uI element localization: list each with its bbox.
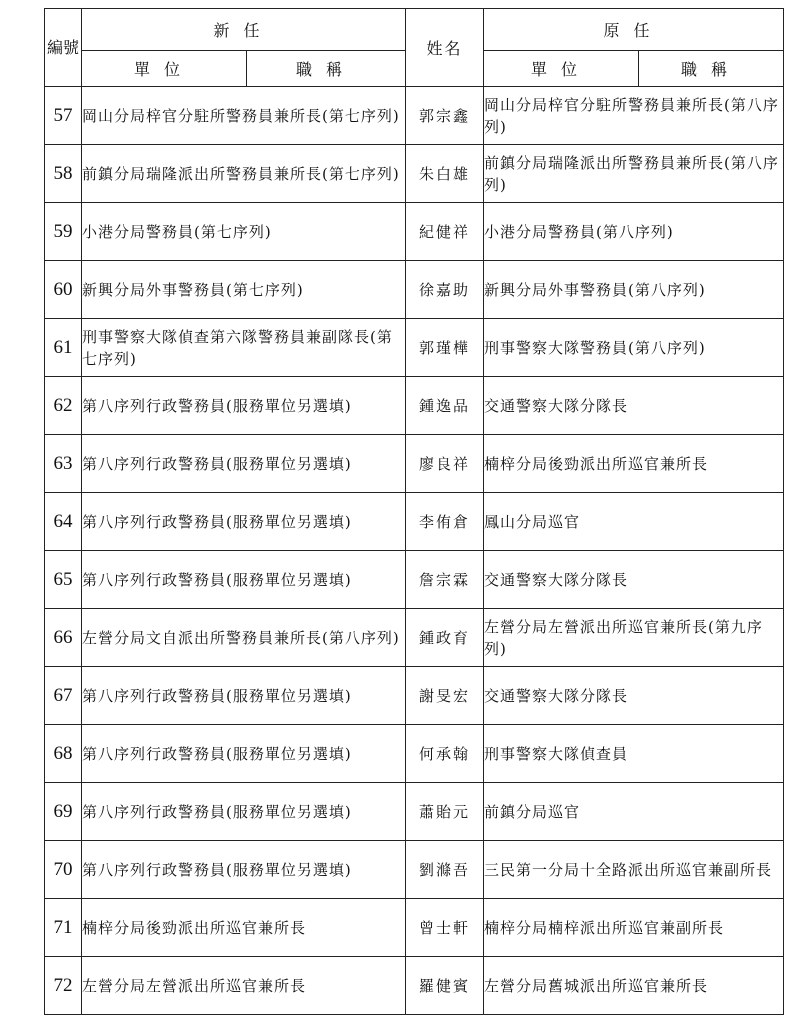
old-post-cell: 交通警察大隊分隊長 bbox=[484, 551, 784, 609]
personnel-table bbox=[44, 8, 784, 1015]
new-post-cell: 第八序列行政警務員(服務單位另選填) bbox=[82, 435, 406, 493]
row-number: 61 bbox=[45, 319, 82, 377]
table-row bbox=[45, 261, 784, 319]
new-unit-header: 單位 bbox=[82, 51, 247, 87]
table-row bbox=[45, 609, 784, 667]
old-post-cell: 左營分局舊城派出所巡官兼所長 bbox=[484, 957, 784, 1015]
table-row bbox=[45, 667, 784, 725]
person-name: 謝旻宏 bbox=[406, 667, 484, 725]
col-name-header: 姓名 bbox=[406, 9, 484, 87]
old-post-cell: 交通警察大隊分隊長 bbox=[484, 377, 784, 435]
col-new-post-header: 新任 bbox=[82, 9, 406, 51]
person-name: 何承翰 bbox=[406, 725, 484, 783]
person-name: 李侑倉 bbox=[406, 493, 484, 551]
table-row bbox=[45, 899, 784, 957]
table-row bbox=[45, 435, 784, 493]
new-post-cell: 第八序列行政警務員(服務單位另選填) bbox=[82, 783, 406, 841]
table-body bbox=[45, 87, 784, 1015]
row-number: 68 bbox=[45, 725, 82, 783]
row-number: 59 bbox=[45, 203, 82, 261]
old-post-cell: 楠梓分局楠梓派出所巡官兼副所長 bbox=[484, 899, 784, 957]
person-name: 詹宗霖 bbox=[406, 551, 484, 609]
table-row bbox=[45, 493, 784, 551]
new-post-cell: 第八序列行政警務員(服務單位另選填) bbox=[82, 667, 406, 725]
person-name: 紀健祥 bbox=[406, 203, 484, 261]
col-old-post-header: 原任 bbox=[484, 9, 784, 51]
row-number: 62 bbox=[45, 377, 82, 435]
row-number: 72 bbox=[45, 957, 82, 1015]
table-row bbox=[45, 319, 784, 377]
person-name: 鍾逸品 bbox=[406, 377, 484, 435]
old-post-cell: 前鎮分局瑞隆派出所警務員兼所長(第八序列) bbox=[484, 145, 784, 203]
row-number: 65 bbox=[45, 551, 82, 609]
old-post-cell: 交通警察大隊分隊長 bbox=[484, 667, 784, 725]
table-row bbox=[45, 377, 784, 435]
new-post-cell: 第八序列行政警務員(服務單位另選填) bbox=[82, 725, 406, 783]
col-number-header: 編號 bbox=[45, 9, 82, 87]
old-post-cell: 左營分局左營派出所巡官兼所長(第九序列) bbox=[484, 609, 784, 667]
row-number: 58 bbox=[45, 145, 82, 203]
old-post-cell: 前鎮分局巡官 bbox=[484, 783, 784, 841]
old-post-cell: 三民第一分局十全路派出所巡官兼副所長 bbox=[484, 841, 784, 899]
old-post-cell: 新興分局外事警務員(第八序列) bbox=[484, 261, 784, 319]
old-post-cell: 岡山分局梓官分駐所警務員兼所長(第八序列) bbox=[484, 87, 784, 145]
old-post-cell: 楠梓分局後勁派出所巡官兼所長 bbox=[484, 435, 784, 493]
new-post-cell: 前鎮分局瑞隆派出所警務員兼所長(第七序列) bbox=[82, 145, 406, 203]
row-number: 69 bbox=[45, 783, 82, 841]
old-post-cell: 刑事警察大隊警務員(第八序列) bbox=[484, 319, 784, 377]
old-post-cell: 小港分局警務員(第八序列) bbox=[484, 203, 784, 261]
header-row-top bbox=[45, 9, 784, 51]
person-name: 廖良祥 bbox=[406, 435, 484, 493]
table-row bbox=[45, 783, 784, 841]
new-post-cell: 楠梓分局後勁派出所巡官兼所長 bbox=[82, 899, 406, 957]
old-unit-header: 單位 bbox=[484, 51, 639, 87]
old-post-cell: 鳳山分局巡官 bbox=[484, 493, 784, 551]
new-post-cell: 刑事警察大隊偵查第六隊警務員兼副隊長(第七序列) bbox=[82, 319, 406, 377]
old-title-header: 職稱 bbox=[639, 51, 784, 87]
person-name: 徐嘉助 bbox=[406, 261, 484, 319]
new-post-cell: 左營分局文自派出所警務員兼所長(第八序列) bbox=[82, 609, 406, 667]
table-row bbox=[45, 87, 784, 145]
new-post-cell: 第八序列行政警務員(服務單位另選填) bbox=[82, 841, 406, 899]
row-number: 71 bbox=[45, 899, 82, 957]
row-number: 66 bbox=[45, 609, 82, 667]
person-name: 郭瑾樺 bbox=[406, 319, 484, 377]
row-number: 63 bbox=[45, 435, 82, 493]
table-row bbox=[45, 551, 784, 609]
person-name: 羅健賓 bbox=[406, 957, 484, 1015]
old-post-cell: 刑事警察大隊偵查員 bbox=[484, 725, 784, 783]
row-number: 57 bbox=[45, 87, 82, 145]
row-number: 64 bbox=[45, 493, 82, 551]
person-name: 劉滌吾 bbox=[406, 841, 484, 899]
person-name: 曾士軒 bbox=[406, 899, 484, 957]
new-post-cell: 小港分局警務員(第七序列) bbox=[82, 203, 406, 261]
new-post-cell: 新興分局外事警務員(第七序列) bbox=[82, 261, 406, 319]
row-number: 60 bbox=[45, 261, 82, 319]
table-row bbox=[45, 957, 784, 1015]
person-name: 鍾政育 bbox=[406, 609, 484, 667]
new-post-cell: 第八序列行政警務員(服務單位另選填) bbox=[82, 493, 406, 551]
table-row bbox=[45, 145, 784, 203]
table-row bbox=[45, 725, 784, 783]
new-post-cell: 岡山分局梓官分駐所警務員兼所長(第七序列) bbox=[82, 87, 406, 145]
table-row bbox=[45, 841, 784, 899]
person-name: 朱白雄 bbox=[406, 145, 484, 203]
row-number: 67 bbox=[45, 667, 82, 725]
person-name: 郭宗鑫 bbox=[406, 87, 484, 145]
row-number: 70 bbox=[45, 841, 82, 899]
new-post-cell: 第八序列行政警務員(服務單位另選填) bbox=[82, 377, 406, 435]
table-row bbox=[45, 203, 784, 261]
new-post-cell: 左營分局左營派出所巡官兼所長 bbox=[82, 957, 406, 1015]
person-name: 蕭貽元 bbox=[406, 783, 484, 841]
new-post-cell: 第八序列行政警務員(服務單位另選填) bbox=[82, 551, 406, 609]
new-title-header: 職稱 bbox=[247, 51, 406, 87]
